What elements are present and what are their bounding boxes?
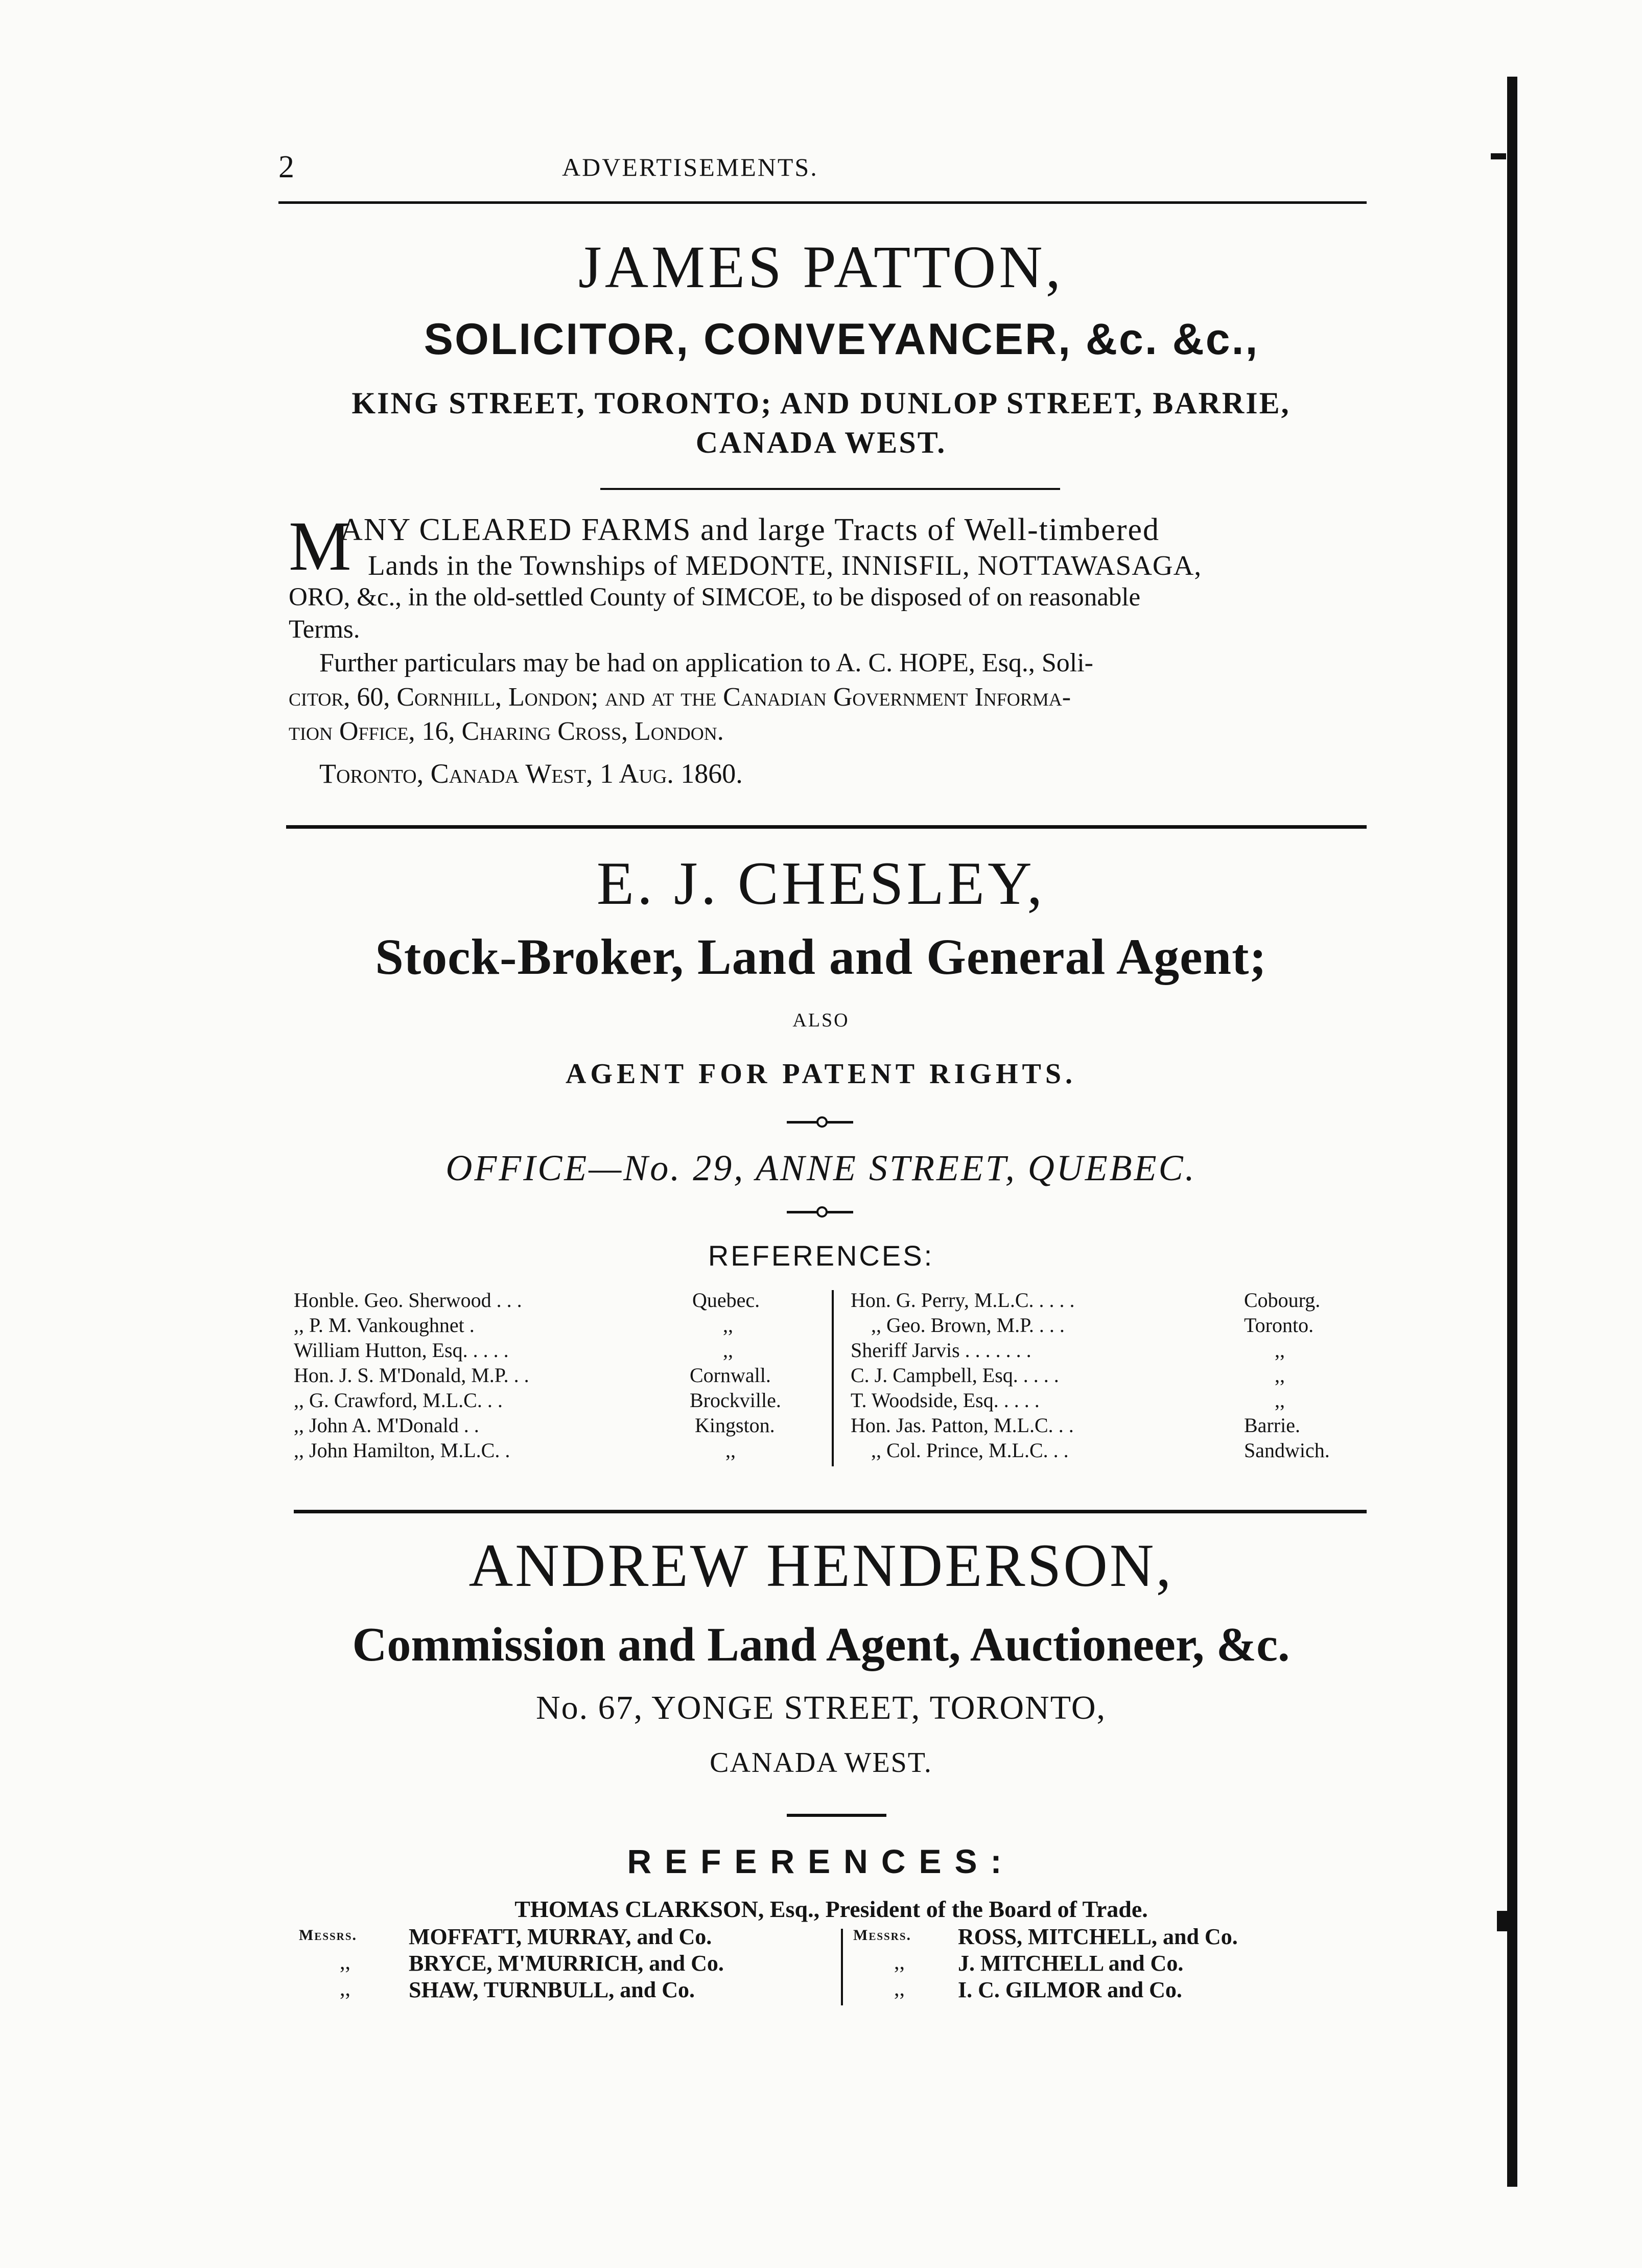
ditto-mark: ,, <box>894 1951 905 1974</box>
reference-name: Honble. Geo. Sherwood <box>294 1289 491 1312</box>
reference-place: ,, <box>725 1439 736 1462</box>
ref-firm: BRYCE, M'MURRICH, and Co. <box>409 1951 724 1976</box>
running-title: ADVERTISEMENTS. <box>562 153 818 181</box>
ad1-para1-line2: Lands in the Townships of MEDONTE, INNISFIL, NOTTAWASAGA, <box>368 550 1202 581</box>
reference-name: William Hutton, Esq. <box>294 1339 468 1362</box>
section-rule-2 <box>294 1510 1367 1513</box>
ad3-region: CANADA WEST. <box>710 1747 932 1779</box>
ad2-also: ALSO <box>792 1010 850 1031</box>
reference-name: ,, P. M. Vankoughnet <box>294 1314 464 1337</box>
reference-row: Honble. Geo. Sherwood . . . <box>294 1289 522 1312</box>
reference-place: Barrie. <box>1244 1414 1300 1437</box>
reference-row: ,, Col. Prince, M.L.C. . . <box>851 1438 1069 1463</box>
messrs-label: Messrs. <box>853 1927 912 1944</box>
ad3-ref-top: THOMAS CLARKSON, Esq., President of the Board of Trade. <box>514 1896 1148 1922</box>
reference-row: Sheriff Jarvis . . . . . . . <box>851 1339 1031 1362</box>
ad1-name: JAMES PATTON, <box>578 233 1064 300</box>
ref-firm: J. MITCHELL and Co. <box>958 1951 1184 1976</box>
reference-name: Hon. J. S. M'Donald, M.P. <box>294 1364 509 1387</box>
reference-name: Hon. Jas. Patton, M.L.C. <box>851 1414 1053 1437</box>
reference-row: William Hutton, Esq. . . . . <box>294 1339 509 1362</box>
reference-name: T. Woodside, Esq. <box>851 1389 999 1412</box>
header-rule <box>278 201 1367 204</box>
reference-place: Toronto. <box>1244 1314 1314 1337</box>
reference-place: ,, <box>1275 1364 1285 1387</box>
reference-place: Kingston. <box>695 1414 775 1437</box>
ad2-agent-line: AGENT FOR PATENT RIGHTS. <box>565 1058 1076 1090</box>
ad2-name: E. J. CHESLEY, <box>596 849 1046 917</box>
reference-name: ,, G. Crawford, M.L.C. <box>294 1389 482 1412</box>
ad1-para1-line1: ANY CLEARED FARMS and large Tracts of Well-timbered <box>340 512 1160 547</box>
ad1-para2-line3: tion Office, 16, Charing Cross, London. <box>289 717 724 746</box>
reference-place: Sandwich. <box>1244 1439 1330 1462</box>
reference-name: ,, John A. M'Donald <box>294 1414 459 1437</box>
ad1-para1-line3: ORO, &c., in the old-settled County of SIMCOE, to be disposed of on reasonable <box>289 583 1141 612</box>
ad3-address: No. 67, YONGE STREET, TORONTO, <box>536 1689 1106 1726</box>
ad1-para1-line4: Terms. <box>289 615 360 644</box>
reference-name: C. J. Campbell, Esq. <box>851 1364 1018 1387</box>
reference-name: ,, Geo. Brown, M.P. <box>871 1314 1034 1337</box>
ad3-references-right <box>853 1924 1364 2010</box>
reference-name: ,, Col. Prince, M.L.C. <box>871 1439 1048 1462</box>
ref-firm: I. C. GILMOR and Co. <box>958 1977 1182 2002</box>
ditto-mark: ,, <box>894 1977 905 2001</box>
reference-row: Hon. Jas. Patton, M.L.C. . . <box>851 1414 1074 1437</box>
reference-place: Cobourg. <box>1244 1289 1321 1312</box>
reference-row: ,, John A. M'Donald . . <box>294 1414 479 1437</box>
references-divider <box>832 1290 834 1466</box>
references-divider <box>841 1929 843 2005</box>
ad1-dateline: Toronto, Canada West, 1 Aug. 1860. <box>319 758 743 789</box>
ref-firm: MOFFATT, MURRAY, and Co. <box>409 1924 712 1949</box>
reference-row: T. Woodside, Esq. . . . . <box>851 1389 1040 1412</box>
ad3-profession: Commission and Land Agent, Auctioneer, &c. <box>352 1618 1290 1671</box>
reference-row: ,, P. M. Vankoughnet . <box>294 1314 475 1337</box>
reference-place: Cornwall. <box>690 1364 771 1387</box>
reference-row: ,, John Hamilton, M.L.C. . <box>294 1439 510 1462</box>
reference-row: Hon. J. S. M'Donald, M.P. . . <box>294 1364 529 1387</box>
ad1-divider <box>600 488 1060 490</box>
ad3-short-rule <box>787 1814 886 1817</box>
reference-place: ,, <box>1275 1339 1285 1362</box>
reference-place: Quebec. <box>692 1289 760 1312</box>
reference-row: ,, G. Crawford, M.L.C. . . <box>294 1389 503 1412</box>
ad3-name: ANDREW HENDERSON, <box>468 1531 1174 1599</box>
ref-firm: ROSS, MITCHELL, and Co. <box>958 1924 1238 1949</box>
reference-name: Sheriff Jarvis <box>851 1339 960 1362</box>
ad1-address-line1: KING STREET, TORONTO; AND DUNLOP STREET, BARRIE, <box>351 386 1291 420</box>
ref-firm: SHAW, TURNBULL, and Co. <box>409 1977 695 2002</box>
reference-place: ,, <box>1275 1389 1285 1412</box>
ditto-mark: ,, <box>340 1977 350 2001</box>
ad3-references-heading: REFERENCES: <box>627 1842 1015 1880</box>
page-number: 2 <box>278 150 294 184</box>
ad1-drop-cap: M <box>289 507 351 585</box>
ad2-office: OFFICE—No. 29, ANNE STREET, QUEBEC. <box>445 1148 1197 1188</box>
reference-row: C. J. Campbell, Esq. . . . . <box>851 1364 1059 1387</box>
reference-row: Hon. G. Perry, M.L.C. . . . . <box>851 1289 1075 1312</box>
reference-name: Hon. G. Perry, M.L.C. <box>851 1289 1034 1312</box>
messrs-label: Messrs. <box>299 1927 358 1944</box>
ad3-references-left <box>299 1924 840 2010</box>
reference-name: ,, John Hamilton, M.L.C. <box>294 1439 500 1462</box>
reference-place: ,, <box>723 1314 733 1337</box>
ad1-para2-line2: citor, 60, Cornhill, London; and at the Canadian Government Informa- <box>289 683 1071 712</box>
ad2-profession: Stock-Broker, Land and General Agent; <box>375 928 1267 985</box>
reference-place: ,, <box>723 1339 733 1362</box>
ditto-mark: ,, <box>340 1951 350 1974</box>
ad2-references-right <box>851 1288 1367 1466</box>
reference-row: ,, Geo. Brown, M.P. . . . <box>851 1313 1065 1338</box>
ad2-references-left <box>294 1288 825 1466</box>
section-rule-1 <box>286 825 1367 829</box>
ad1-address-line2: CANADA WEST. <box>695 426 947 459</box>
binding-edge-notch <box>1491 153 1506 159</box>
ad1-para2-line1: Further particulars may be had on application to A. C. HOPE, Esq., Soli- <box>319 648 1093 677</box>
ad2-references-heading: REFERENCES: <box>708 1240 934 1272</box>
reference-place: Brockville. <box>690 1389 781 1412</box>
ad1-profession: SOLICITOR, CONVEYANCER, &c. &c., <box>424 315 1259 364</box>
